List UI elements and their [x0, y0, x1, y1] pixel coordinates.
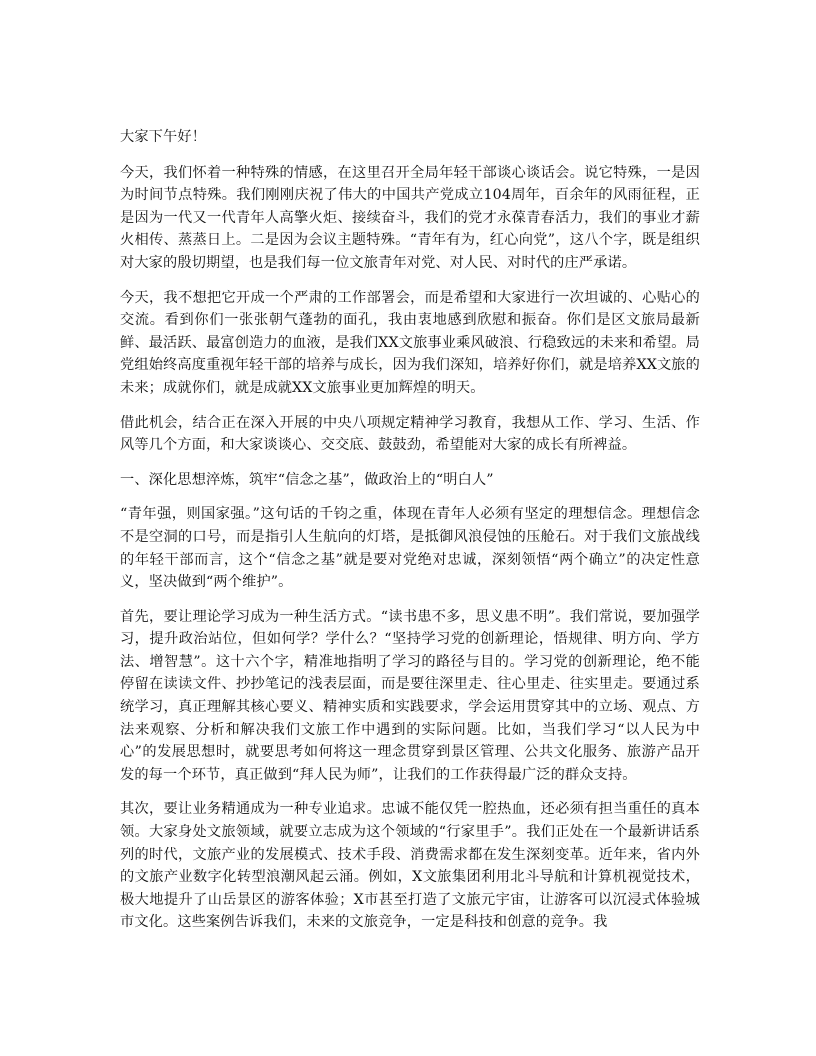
paragraph-exchange: 今天，我不想把它开成一个严肃的工作部署会，而是希望和大家进行一次坦诚的、心贴心的交流。看到你们一张张朝气蓬勃的面孔，我由衷地感到欣慰和振奋。你们是区文旅局最新鲜、最活跃、最富创造力的血液，是我们XX文旅事业乘风破浪、行稳致远的未来和希望。局党组始终高度重视年轻干部的培养与成长，因为我们深知，培养好你们，就是培养XX文旅的未来；成就你们，就是成就XX文旅事业更加辉煌的明天。 — [120, 289, 700, 396]
paragraph-opening: 今天，我们怀着一种特殊的情感，在这里召开全局年轻干部谈心谈话会。说它特殊，一是因为时间节点特殊。我们刚刚庆祝了伟大的中国共产党成立104周年，百余年的风雨征程，正是因为一代又一代青年人高擎火炬、接续奋斗，我们的党才永葆青春活力，我们的事业才薪火相传、蒸蒸日上。二是因为会议主题特殊。“青年有为，红心向党”，这八个字，既是组织对大家的殷切期望，也是我们每一位文旅青年对党、对人民、对时代的庄严承诺。 — [120, 164, 700, 271]
paragraph-theory-study: 首先，要让理论学习成为一种生活方式。“读书患不多，思义患不明”。我们常说，要加强学习，提升政治站位，但如何学？学什么？“坚持学习党的创新理论，悟规律、明方向、学方法、增智慧”。这十六个字，精准地指明了学习的路径与目的。学习党的创新理论，绝不能停留在读读文件、抄抄笔记的浅表层面，而是要往深里走、往心里走、往实里走。要通过系统学习，真正理解其核心要义、精神实质和实践要求，学会运用贯穿其中的立场、观点、方法来观察、分析和解决我们文旅工作中遇到的实际问题。比如，当我们学习“以人民为中心”的发展思想时，就要思考如何将这一理念贯穿到景区管理、公共文化服务、旅游产品开发的每一个环节，真正做到“拜人民为师”，让我们的工作获得最广泛的群众支持。 — [120, 608, 700, 783]
paragraph-belief: “青年强，则国家强。”这句话的千钧之重，体现在青年人必须有坚定的理想信念。理想信念不是空洞的口号，而是指引人生航向的灯塔，是抵御风浪侵蚀的压舱石。对于我们文旅战线的年轻干部而言，这个“信念之基”就是要对党绝对忠诚，深刻领悟“两个确立”的决定性意义，坚决做到“两个维护”。 — [120, 506, 700, 591]
document-page — [120, 126, 700, 946]
paragraph-occasion: 借此机会，结合正在深入开展的中央八项规定精神学习教育，我想从工作、学习、生活、作风等几个方面，和大家谈谈心、交交底、鼓鼓劲，希望能对大家的成长有所裨益。 — [120, 414, 700, 454]
paragraph-professional-skill: 其次，要让业务精通成为一种专业追求。忠诚不能仅凭一腔热血，还必须有担当重任的真本领。大家身处文旅领域，就要立志成为这个领域的“行家里手”。我们正处在一个最新讲话系列的时代，文旅产业的发展模式、技术手段、消费需求都在发生深刻变革。近年来，省内外的文旅产业数字化转型浪潮风起云涌。例如，X文旅集团利用北斗导航和计算机视觉技术，极大地提升了山岳景区的游客体验；X市甚至打造了文旅元宇宙，让游客可以沉浸式体验城市文化。这些案例告诉我们，未来的文旅竞争，一定是科技和创意的竞争。我 — [120, 801, 700, 931]
section-heading: 一、深化思想淬炼，筑牢“信念之基”，做政治上的“明白人” — [120, 471, 494, 488]
greeting: 大家下午好！ — [120, 129, 207, 145]
